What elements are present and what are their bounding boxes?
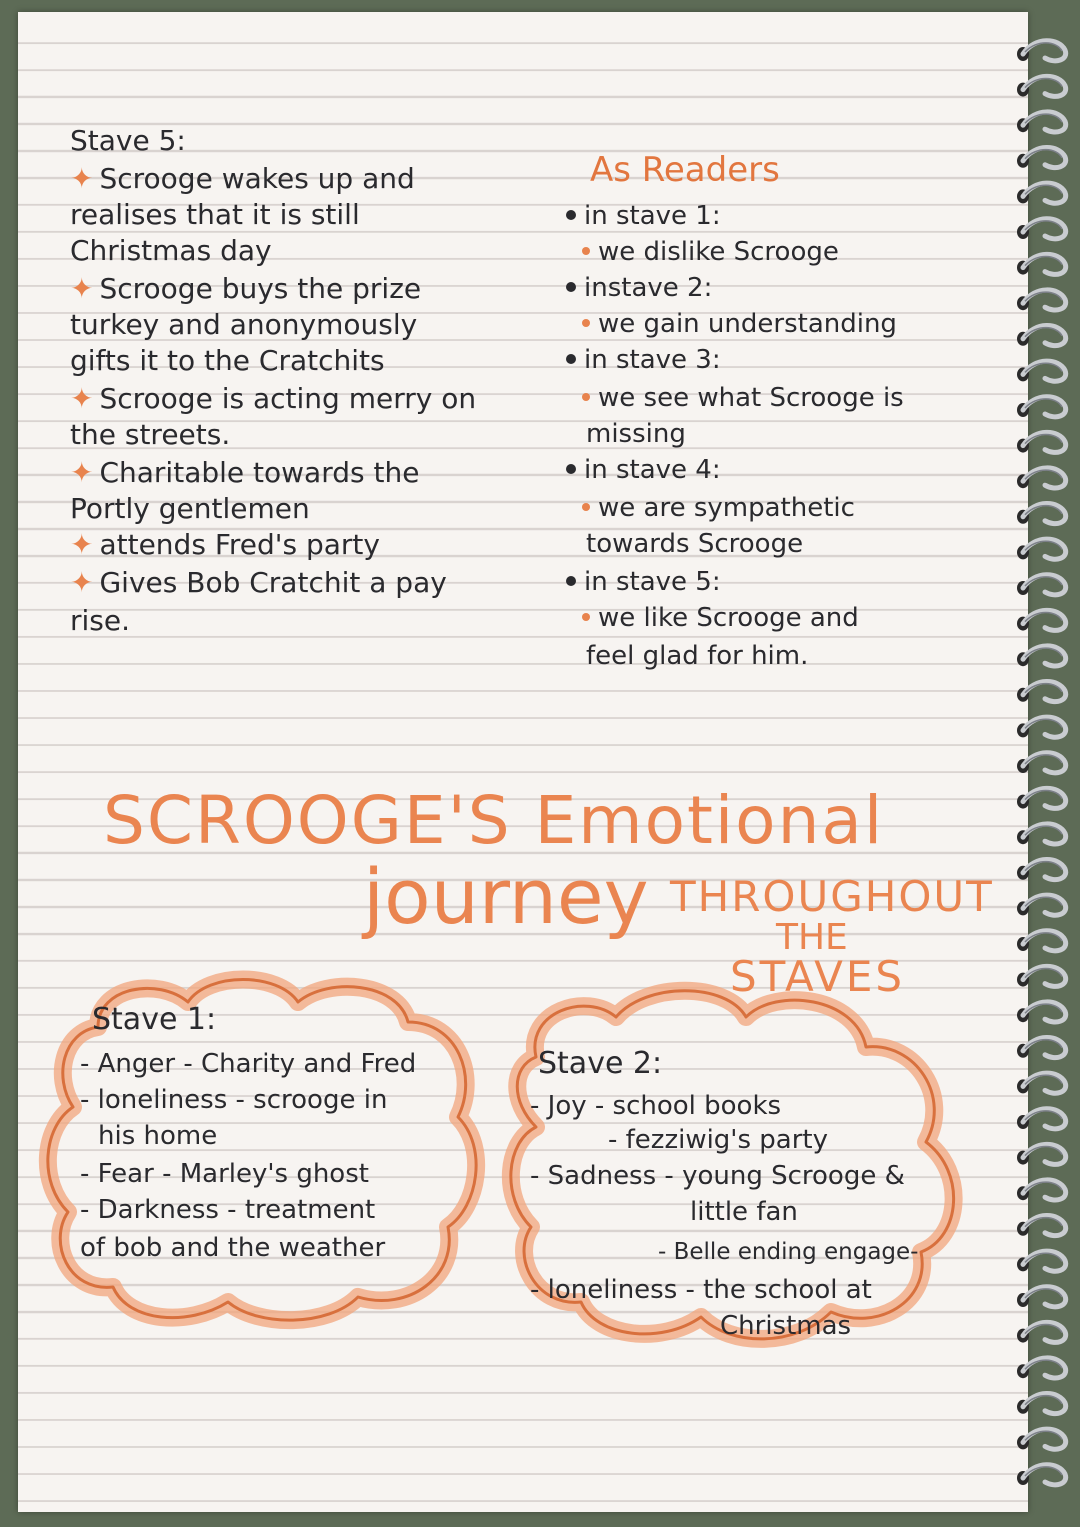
spiral-coil: [1023, 753, 1066, 773]
stave5-line: the streets.: [70, 418, 231, 451]
readers-line: feel glad for him.: [586, 641, 809, 671]
spiral-coil: [1023, 860, 1066, 880]
readers-line: we like Scrooge and: [566, 600, 859, 636]
spiral-coil: [1023, 1465, 1066, 1485]
spiral-coil: [1023, 575, 1066, 595]
star-bullet-icon: ✦: [70, 528, 94, 561]
cloud2-line: - Joy - school books: [530, 1091, 782, 1121]
readers-line: we are sympathetic: [566, 490, 855, 526]
cloud2-line: Christmas: [720, 1311, 852, 1341]
stave5-line: Christmas day: [70, 234, 272, 267]
stave5-line: realises that it is still: [70, 198, 360, 231]
stave5-line: turkey and anonymously: [70, 308, 418, 341]
spiral-coil: [1023, 788, 1066, 808]
spiral-coil: [1023, 326, 1066, 346]
spiral-coil: [1023, 1429, 1066, 1449]
cloud1-line: his home: [98, 1121, 218, 1151]
spiral-coil: [1023, 219, 1066, 239]
stave5-line: ✦ Scrooge buys the prize: [70, 272, 422, 305]
spiral-coil: [1023, 290, 1066, 310]
title-line-2: journey: [363, 852, 649, 941]
readers-line: in stave 5:: [566, 564, 721, 600]
spiral-coil: [1023, 1180, 1066, 1200]
spiral-coil: [1023, 1002, 1066, 1022]
stave5-line: rise.: [70, 604, 131, 637]
spiral-coil: [1023, 646, 1066, 666]
spiral-coil: [1023, 1251, 1066, 1271]
readers-line: instave 2:: [566, 270, 712, 306]
stave5-line: ✦ Scrooge is acting merry on: [70, 382, 477, 415]
cloud2-heading: Stave 2:: [538, 1046, 663, 1081]
cloud1-line: - Darkness - treatment: [80, 1195, 376, 1225]
stave5-line: ✦ Charitable towards the: [70, 456, 420, 489]
stave5-line: ✦ Scrooge wakes up and: [70, 162, 415, 195]
stave5-heading: Stave 5:: [70, 124, 186, 157]
spiral-coil: [1023, 931, 1066, 951]
spiral-coil: [1023, 1073, 1066, 1093]
spiral-coil: [1023, 468, 1066, 488]
readers-line: missing: [586, 419, 686, 449]
title-line-3: THROUGHOUT: [670, 872, 994, 921]
spiral-coil: [1023, 610, 1066, 630]
spiral-coil: [1023, 895, 1066, 915]
star-bullet-icon: ✦: [70, 566, 94, 599]
spiral-coil: [1023, 824, 1066, 844]
spiral-coil: [1023, 254, 1066, 274]
readers-line: we dislike Scrooge: [566, 234, 839, 270]
cloud1-line: of bob and the weather: [80, 1233, 386, 1263]
title-line-4: THE: [776, 917, 848, 958]
stave5-line: ✦ Gives Bob Cratchit a pay: [70, 566, 447, 599]
readers-line: towards Scrooge: [586, 529, 804, 559]
spiral-coil: [1023, 183, 1066, 203]
spiral-coil: [1023, 1109, 1066, 1129]
cloud1-line: - loneliness - scrooge in: [80, 1085, 388, 1115]
spiral-coil: [1023, 361, 1066, 381]
spiral-coil: [1023, 504, 1066, 524]
spiral-coil: [1023, 432, 1066, 452]
spiral-coil: [1023, 682, 1066, 702]
readers-line: in stave 3:: [566, 342, 721, 378]
spiral-coil: [1023, 76, 1066, 96]
spiral-coil: [1023, 1216, 1066, 1236]
spiral-coil: [1023, 1358, 1066, 1378]
star-bullet-icon: ✦: [70, 162, 94, 195]
readers-heading: As Readers: [590, 150, 780, 190]
spiral-coil: [1023, 1287, 1066, 1307]
spiral-coil: [1023, 717, 1066, 737]
cloud2-line: - fezziwig's party: [608, 1125, 828, 1155]
spiral-coil: [1023, 112, 1066, 132]
spiral-coil: [1023, 148, 1066, 168]
cloud1-line: - Fear - Marley's ghost: [80, 1159, 369, 1189]
readers-line: we gain understanding: [566, 306, 897, 342]
notebook-page: [18, 12, 1028, 1512]
stave5-line: gifts it to the Cratchits: [70, 344, 385, 377]
star-bullet-icon: ✦: [70, 382, 94, 415]
cloud2-line: - Belle ending engage-: [658, 1239, 919, 1265]
spiral-coil: [1023, 41, 1066, 61]
readers-line: we see what Scrooge is: [566, 380, 904, 416]
spiral-binding: [1015, 30, 1075, 1510]
spiral-coil: [1023, 397, 1066, 417]
spiral-coil: [1023, 539, 1066, 559]
readers-line: in stave 4:: [566, 452, 721, 488]
spiral-coil: [1023, 1144, 1066, 1164]
cloud2-line: - loneliness - the school at: [530, 1275, 872, 1305]
spiral-coil: [1023, 1038, 1066, 1058]
title-line-5: STAVES: [730, 952, 906, 1001]
title-line-1: SCROOGE'S Emotional: [103, 782, 885, 859]
cloud1-heading: Stave 1:: [92, 1002, 217, 1037]
stave5-line: ✦ attends Fred's party: [70, 528, 380, 561]
cloud2-line: - Sadness - young Scrooge &: [530, 1161, 905, 1191]
spiral-coil: [1023, 1322, 1066, 1342]
star-bullet-icon: ✦: [70, 272, 94, 305]
cloud1-line: - Anger - Charity and Fred: [80, 1049, 417, 1079]
cloud2-line: little fan: [690, 1197, 798, 1227]
readers-line: in stave 1:: [566, 198, 721, 234]
star-bullet-icon: ✦: [70, 456, 94, 489]
spiral-coil: [1023, 1394, 1066, 1414]
stave5-line: Portly gentlemen: [70, 492, 310, 525]
spiral-coil: [1023, 966, 1066, 986]
